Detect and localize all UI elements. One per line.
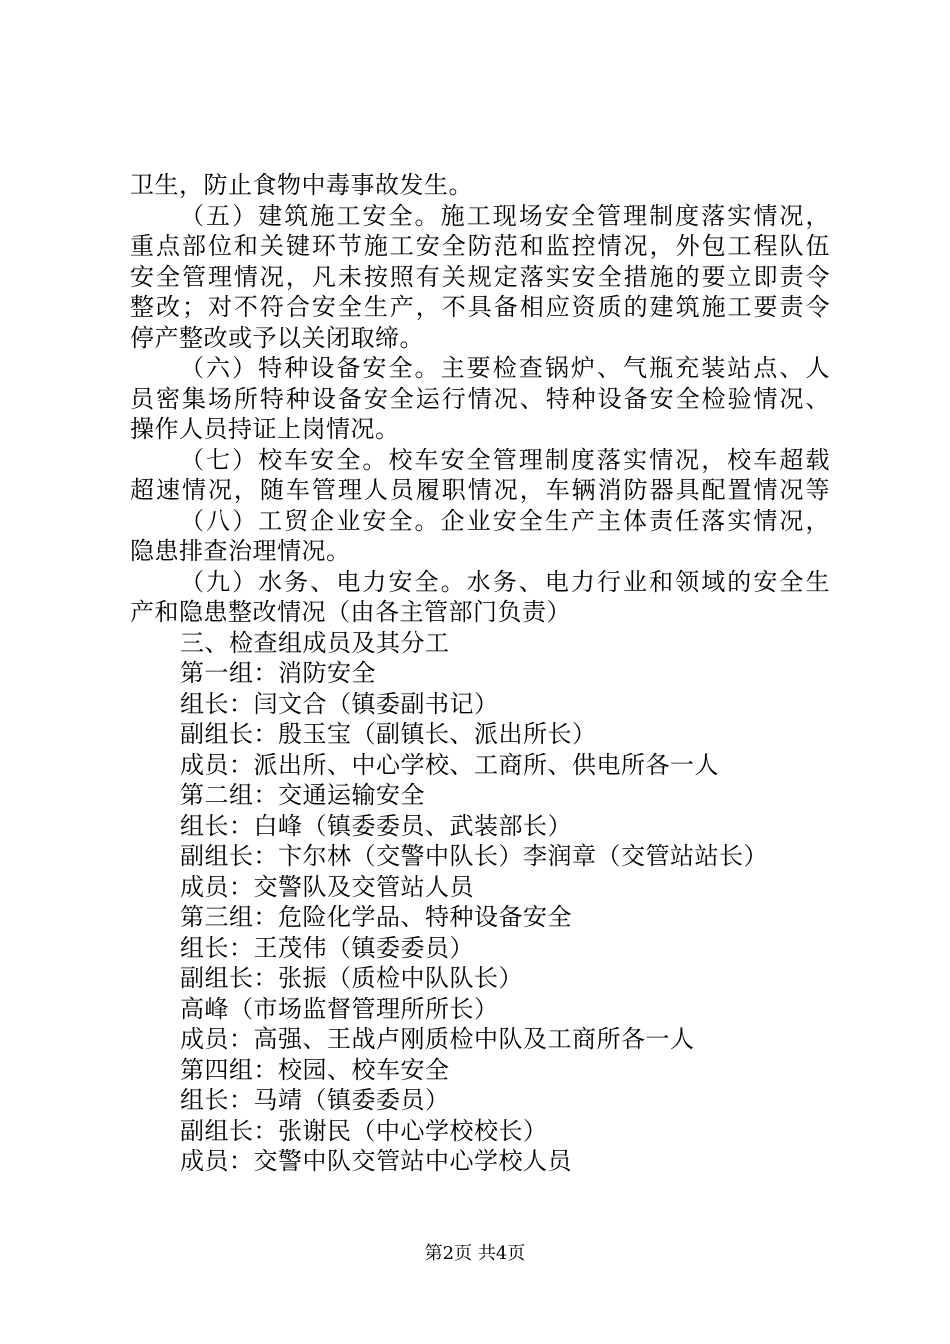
paragraph-line: 隐患排查治理情况。 (130, 537, 351, 565)
paragraph-line: 整改；对不符合安全生产，不具备相应资质的建筑施工要责令 (130, 293, 830, 321)
group-leader: 组长：白峰（镇委委员、武装部长） (180, 811, 572, 840)
paragraph-line: 产和隐患整改情况（由各主管部门负责） (130, 598, 571, 626)
paragraph-line: （七）校车安全。校车安全管理制度落实情况，校车超载 (180, 445, 830, 474)
paragraph-line: 员密集场所特种设备安全运行情况、特种设备安全检验情况、 (130, 384, 830, 413)
page-number-footer: 第2页 共4页 (424, 1243, 526, 1264)
paragraph-line: 安全管理情况，凡未按照有关规定落实安全措施的要立即责令 (130, 262, 830, 291)
group-deputy-leader: 副组长：卞尔林（交警中队长）李润章（交管站站长） (180, 842, 768, 870)
document-body (130, 170, 830, 1177)
group-deputy-leader: 副组长：张振（质检中队队长） (180, 964, 523, 992)
group-deputy-leader: 副组长：张谢民（中心学校校长） (180, 1116, 548, 1145)
group-members: 成员：派出所、中心学校、工商所、供电所各一人 (180, 750, 719, 779)
group-deputy-leader: 高峰（市场监督管理所所长） (180, 994, 499, 1023)
paragraph-line: 操作人员持证上岗情况。 (130, 415, 400, 443)
paragraph-line: （八）工贸企业安全。企业安全生产主体责任落实情况， (180, 506, 830, 535)
paragraph-line: 停产整改或予以关闭取缔。 (130, 323, 424, 352)
group-heading: 第四组：校园、校车安全 (180, 1055, 450, 1084)
group-members: 成员：交警中队交管站中心学校人员 (180, 1147, 572, 1175)
group-leader: 组长：马靖（镇委委员） (180, 1086, 450, 1114)
paragraph-line: （五）建筑施工安全。施工现场安全管理制度落实情况， (180, 201, 830, 230)
paragraph-line: 卫生，防止食物中毒事故发生。 (130, 171, 473, 199)
group-members: 成员：交警队及交管站人员 (180, 872, 474, 901)
group-leader: 组长：王茂伟（镇委委员） (180, 933, 474, 962)
group-deputy-leader: 副组长：殷玉宝（副镇长、派出所长） (180, 720, 597, 748)
group-heading: 第二组：交通运输安全 (180, 781, 425, 809)
paragraph-line: 重点部位和关键环节施工安全防范和监控情况，外包工程队伍 (130, 232, 830, 260)
paragraph-line: （六）特种设备安全。主要检查锅炉、气瓶充装站点、人 (180, 354, 830, 382)
paragraph-line: 超速情况，随车管理人员履职情况，车辆消防器具配置情况等 (130, 476, 830, 504)
section-heading: 三、检查组成员及其分工 (180, 628, 450, 657)
group-heading: 第一组：消防安全 (180, 659, 376, 687)
paragraph-line: （九）水务、电力安全。水务、电力行业和领域的安全生 (180, 567, 830, 596)
group-leader: 组长：闫文合（镇委副书记） (180, 689, 499, 718)
group-members: 成员：高强、王战卢刚质检中队及工商所各一人 (180, 1025, 695, 1053)
group-heading: 第三组：危险化学品、特种设备安全 (180, 903, 572, 931)
